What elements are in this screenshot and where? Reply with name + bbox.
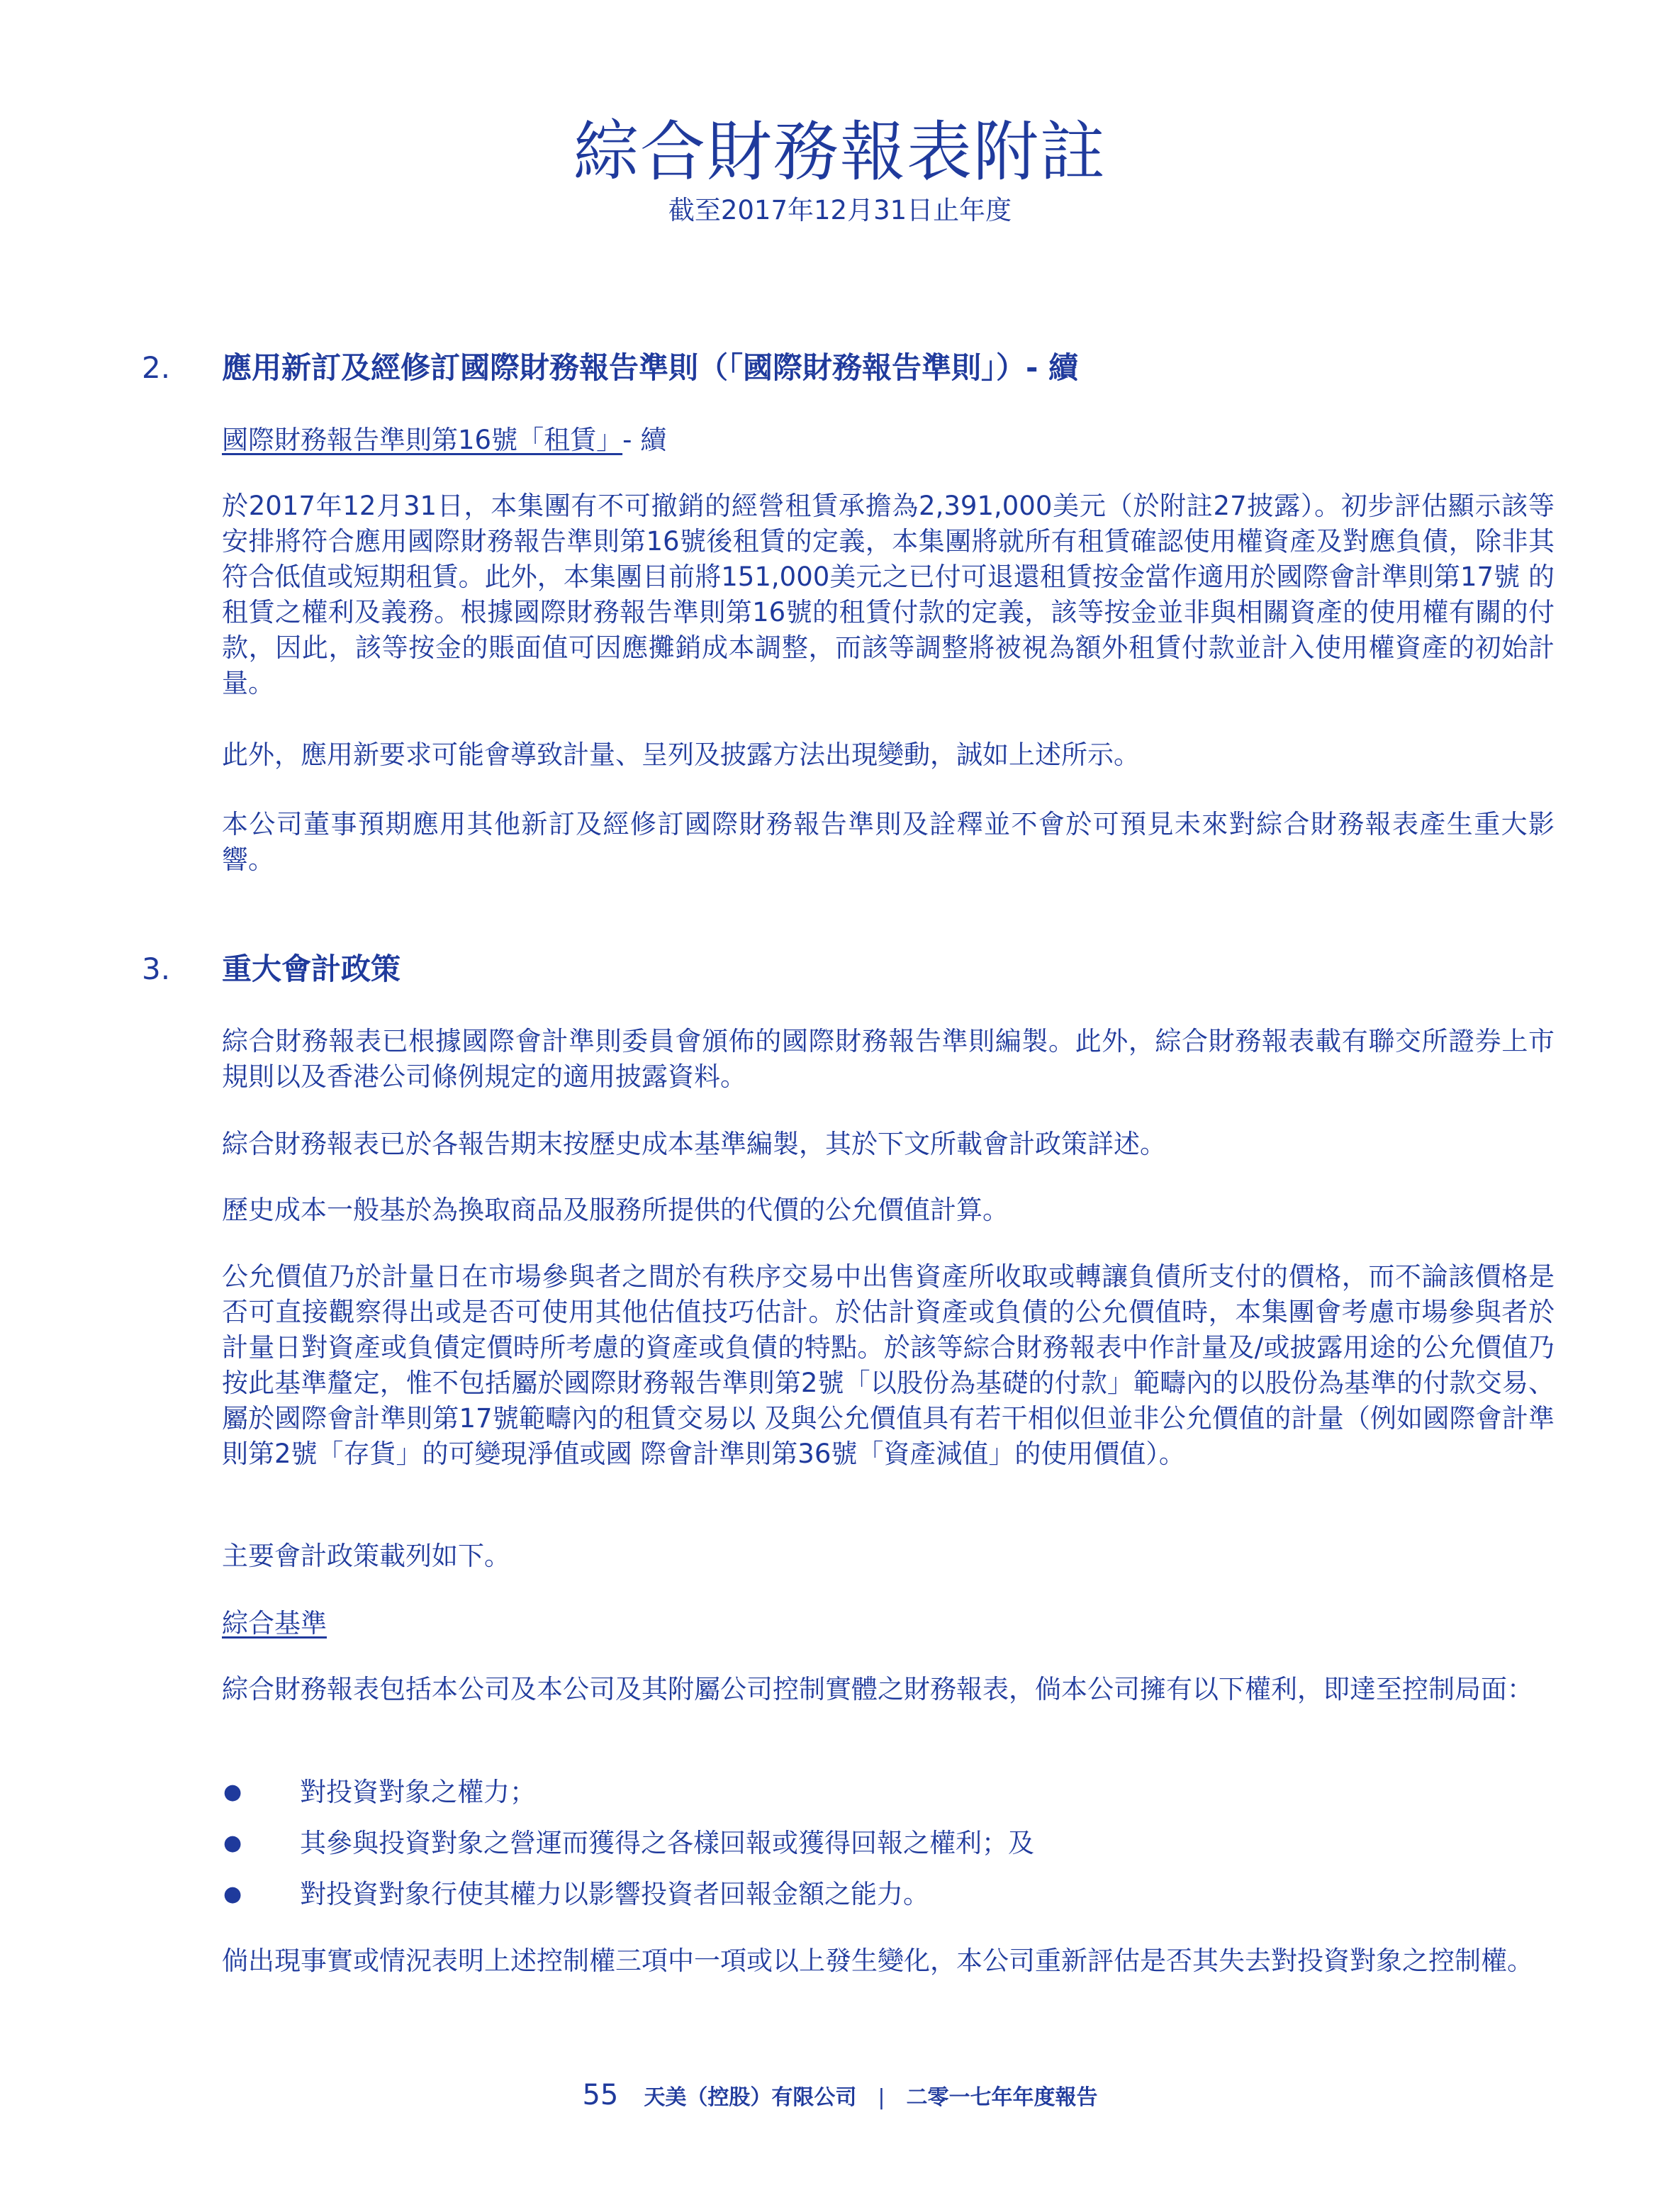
footer-company: 天美（控股）有限公司 — [644, 2085, 857, 2110]
page-number: 55 — [582, 2079, 619, 2111]
paragraph: 此外，應用新要求可能會導致計量、呈列及披露方法出現變動，誠如上述所示。 — [222, 739, 1140, 770]
section-2-number: 2. — [142, 350, 171, 385]
list-item-text: 對投資對象之權力； — [300, 1777, 536, 1807]
page-title: 綜合財務報表附註 — [573, 114, 1107, 190]
paragraph: 綜合財務報表包括本公司及本公司及其附屬公司控制實體之財務報表，倘本公司擁有以下權利，即達至控制局面： — [222, 1674, 1533, 1704]
ifrs16-subheading-suffix: - 續 — [622, 425, 667, 455]
paragraph: 綜合財務報表已於各報告期末按歷史成本基準編製，其於下文所載會計政策詳述。 — [222, 1129, 1166, 1159]
paragraph: 公允價值乃於計量日在市場參與者之間於有秩序交易中出售資產所收取或轉讓負債所支付的價格，而不論該價格是否可直接觀察得出或是否可使用其他估值技巧估計。於估計資產或負債的公允價值時，本集團會考慮市場參與者於計量日對資產或負債定價時所考慮的資產或負債的特點。於該等綜合財務報表中作計量及/或披露用途的公允價值乃按此基準釐定，惟不包括屬於國際財務報告準則第2號「以股份為基礎的付款」範疇內的以股份為基準的付款交易、屬於國際會計準則第17號範疇內的租賃交易以 及與公允價值具有若干相似但並非公允價值的計量（例如國際會計準則第2號「存貨」的可變現淨值或國 際會計準則第36號「資產減值」的使用價值）。 — [222, 1261, 1555, 1469]
list-item-text: 對投資對象行使其權力以影響投資者回報金額之能力。 — [300, 1879, 929, 1909]
footer-report-name: 二零一七年年度報告 — [906, 2085, 1098, 2110]
paragraph: 綜合財務報表已根據國際會計準則委員會頒佈的國際財務報告準則編製。此外，綜合財務報表載有聯交所證券上市規則以及香港公司條例規定的適用披露資料。 — [222, 1026, 1555, 1092]
section-2-heading — [142, 347, 1078, 389]
section-3-number: 3. — [142, 951, 171, 986]
paragraph: 於2017年12月31日，本集團有不可撤銷的經營租賃承擔為2,391,000美元（於附註27披露）。初步評估顯示該等安排將符合應用國際財務報告準則第16號後租賃的定義，本集團將就所有租賃確認使用權資產及對應負債，除非其符合低值或短期租賃。此外，本集團目前將151,000美元之已付可退還租賃按金當作適用於國際會計準則第17號 的租賃之權利及義務。根據國際財務報告準則第16號的租賃付款的定義，該等按金並非與相關資產的使用權有關的付款，因此，該等按金的賬面值可因應攤銷成本調整，而該等調整將被視為額外租賃付款並計入使用權資產的初始計量。 — [222, 491, 1555, 698]
section-3-heading — [142, 949, 401, 990]
paragraph: 主要會計政策載列如下。 — [222, 1541, 510, 1571]
page-footer — [0, 2077, 1680, 2116]
list-item-text: 其參與投資對象之營運而獲得之各樣回報或獲得回報之權利；及 — [300, 1828, 1034, 1858]
section-2-subheading — [222, 423, 1555, 458]
footer-separator: | — [878, 2085, 885, 2110]
bullet-icon: ● — [223, 1780, 242, 1804]
page-subtitle: 截至2017年12月31日止年度 — [668, 195, 1012, 225]
basis-of-consolidation-subheading — [222, 1606, 1555, 1641]
bullet-icon: ● — [223, 1882, 242, 1907]
bullet-icon: ● — [223, 1831, 242, 1855]
paragraph: 本公司董事預期應用其他新訂及經修訂國際財務報告準則及詮釋並不會於可預見未來對綜合財務報表產生重大影響。 — [222, 809, 1555, 875]
section-2-title: 應用新訂及經修訂國際財務報告準則（「國際財務報告準則」）- 續 — [222, 350, 1079, 385]
basis-subheading-text: 綜合基準 — [222, 1608, 327, 1639]
paragraph: 歷史成本一般基於為換取商品及服務所提供的代價的公允價值計算。 — [222, 1195, 1009, 1225]
paragraph: 倘出現事實或情況表明上述控制權三項中一項或以上發生變化，本公司重新評估是否其失去對投資對象之控制權。 — [222, 1946, 1533, 1976]
ifrs16-subheading: 國際財務報告準則第16號「租賃」 — [222, 425, 623, 455]
section-3-title: 重大會計政策 — [222, 951, 401, 986]
